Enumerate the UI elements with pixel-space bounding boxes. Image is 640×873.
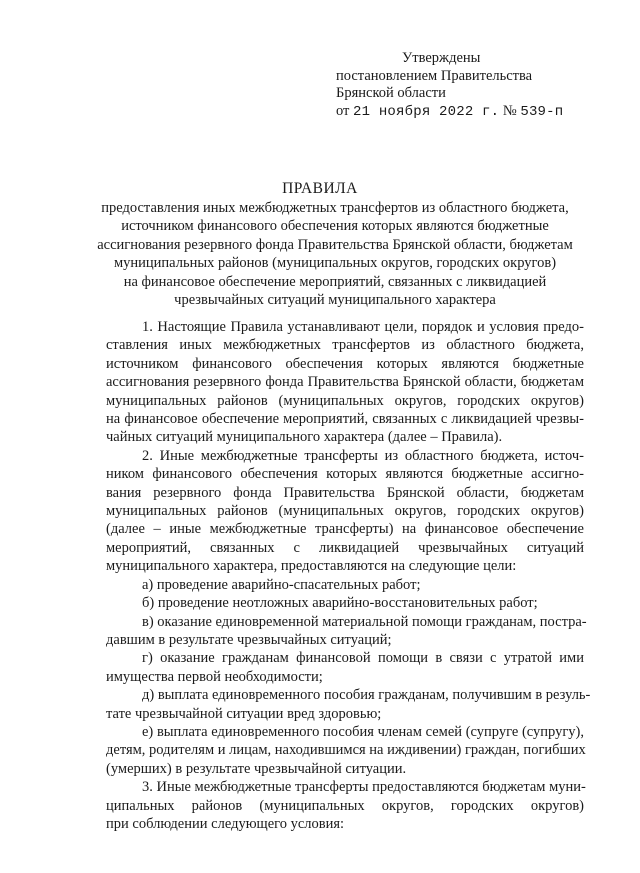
subtitle-line: ассигнования резервного фонда Правительства Брянской области, бюджетам — [97, 236, 573, 253]
paragraph-line: источником финансового обеспечения которых являются бюджетные — [106, 355, 584, 372]
paragraph-line: ассигнования резервного фонда Правительства Брянской области, бюджетам — [106, 374, 584, 391]
paragraph-line: а) проведение аварийно-спасательных работ; — [142, 576, 421, 593]
paragraph — [106, 576, 584, 594]
document-title: ПРАВИЛА — [282, 180, 358, 197]
approval-date-prefix: от — [336, 102, 350, 119]
paragraph — [106, 594, 584, 612]
paragraph — [106, 649, 584, 686]
paragraph-line: при соблюдении следующего условия: — [106, 815, 345, 832]
paragraph-line: (умерших) в результате чрезвычайной ситуации. — [106, 760, 407, 777]
paragraph-line: б) проведение неотложных аварийно-восстановительных работ; — [142, 595, 538, 612]
paragraph — [106, 686, 591, 723]
subtitle-line: источником финансового обеспечения которых являются бюджетные — [121, 218, 549, 235]
paragraph-line: детям, родителям и лицам, находившимся на иждивении) граждан, погибших — [106, 742, 586, 759]
document-subtitle — [90, 199, 580, 309]
approval-block — [336, 50, 626, 121]
paragraph-line: чайных ситуаций муниципального характера (далее – Правила). — [106, 429, 503, 446]
paragraph-line: д) выплата единовременного пособия гражданам, получившим в резуль- — [142, 687, 591, 704]
paragraph-line: давшим в результате чрезвычайных ситуаций; — [106, 631, 392, 648]
approval-line-approved: Утверждены — [402, 50, 481, 66]
paragraph-line: (далее – иные межбюджетные трансферты) на финансовое обеспечение — [106, 521, 584, 538]
approval-number: 539-п — [520, 103, 564, 120]
paragraph-line: имущества первой необходимости; — [106, 668, 323, 685]
paragraph-line: мероприятий, связанных с ликвидацией чрезвычайных ситуаций — [106, 539, 584, 556]
approval-date: 21 ноября 2022 г. — [353, 103, 500, 120]
paragraph-line: ципальных районов (муниципальных округов, городских округов) — [106, 797, 584, 814]
paragraph-line: тате чрезвычайной ситуации вред здоровью; — [106, 705, 382, 722]
paragraph-line: муниципальных районов (муниципальных округов, городских округов) — [106, 392, 584, 409]
subtitle-line: чрезвычайных ситуаций муниципального характера — [174, 292, 496, 309]
paragraph — [106, 613, 587, 650]
approval-date-line — [336, 103, 626, 122]
subtitle-line: предоставления иных межбюджетных трансфертов из областного бюджета, — [101, 200, 569, 216]
paragraph-line: вания резервного фонда Правительства Брянской области, бюджетам — [106, 484, 584, 501]
paragraph-line: ставления иных межбюджетных трансфертов из областного бюджета, — [106, 337, 584, 354]
paragraph-line: муниципальных районов (муниципальных округов, городских округов) — [106, 503, 584, 520]
subtitle-line: на финансовое обеспечение мероприятий, связанных с ликвидацией — [123, 273, 547, 290]
paragraph-line: муниципального характера, предоставляются на следующие цели: — [106, 558, 517, 575]
paragraph-line: е) выплата единовременного пособия членам семей (супруге (супругу), — [142, 723, 584, 740]
paragraph — [106, 723, 584, 778]
document-body — [106, 318, 591, 833]
approval-number-sign: № — [502, 102, 517, 119]
approval-line-resolution: постановлением Правительства — [336, 67, 533, 84]
paragraph-line: 3. Иные межбюджетные трансферты предоставляются бюджетам муни- — [142, 779, 586, 796]
paragraph — [106, 778, 584, 833]
paragraph-line: г) оказание гражданам финансовой помощи в связи с утратой ими — [142, 650, 584, 667]
paragraph-line: в) оказание единовременной материальной помощи гражданам, постра- — [142, 613, 587, 630]
paragraph-line: 1. Настоящие Правила устанавливают цели, порядок и условия предо- — [142, 319, 584, 335]
paragraph — [106, 447, 584, 576]
paragraph-line: ником финансового обеспечения которых являются бюджетные ассигно- — [106, 466, 584, 483]
paragraph-line: 2. Иные межбюджетные трансферты из областного бюджета, источ- — [142, 447, 584, 464]
approval-line-region: Брянской области — [336, 85, 446, 101]
subtitle-line: муниципальных районов (муниципальных округов, городских округов) — [113, 255, 557, 272]
paragraph — [106, 318, 584, 447]
paragraph-line: на финансовое обеспечение мероприятий, связанных с ликвидацией чрезвы- — [106, 411, 584, 428]
